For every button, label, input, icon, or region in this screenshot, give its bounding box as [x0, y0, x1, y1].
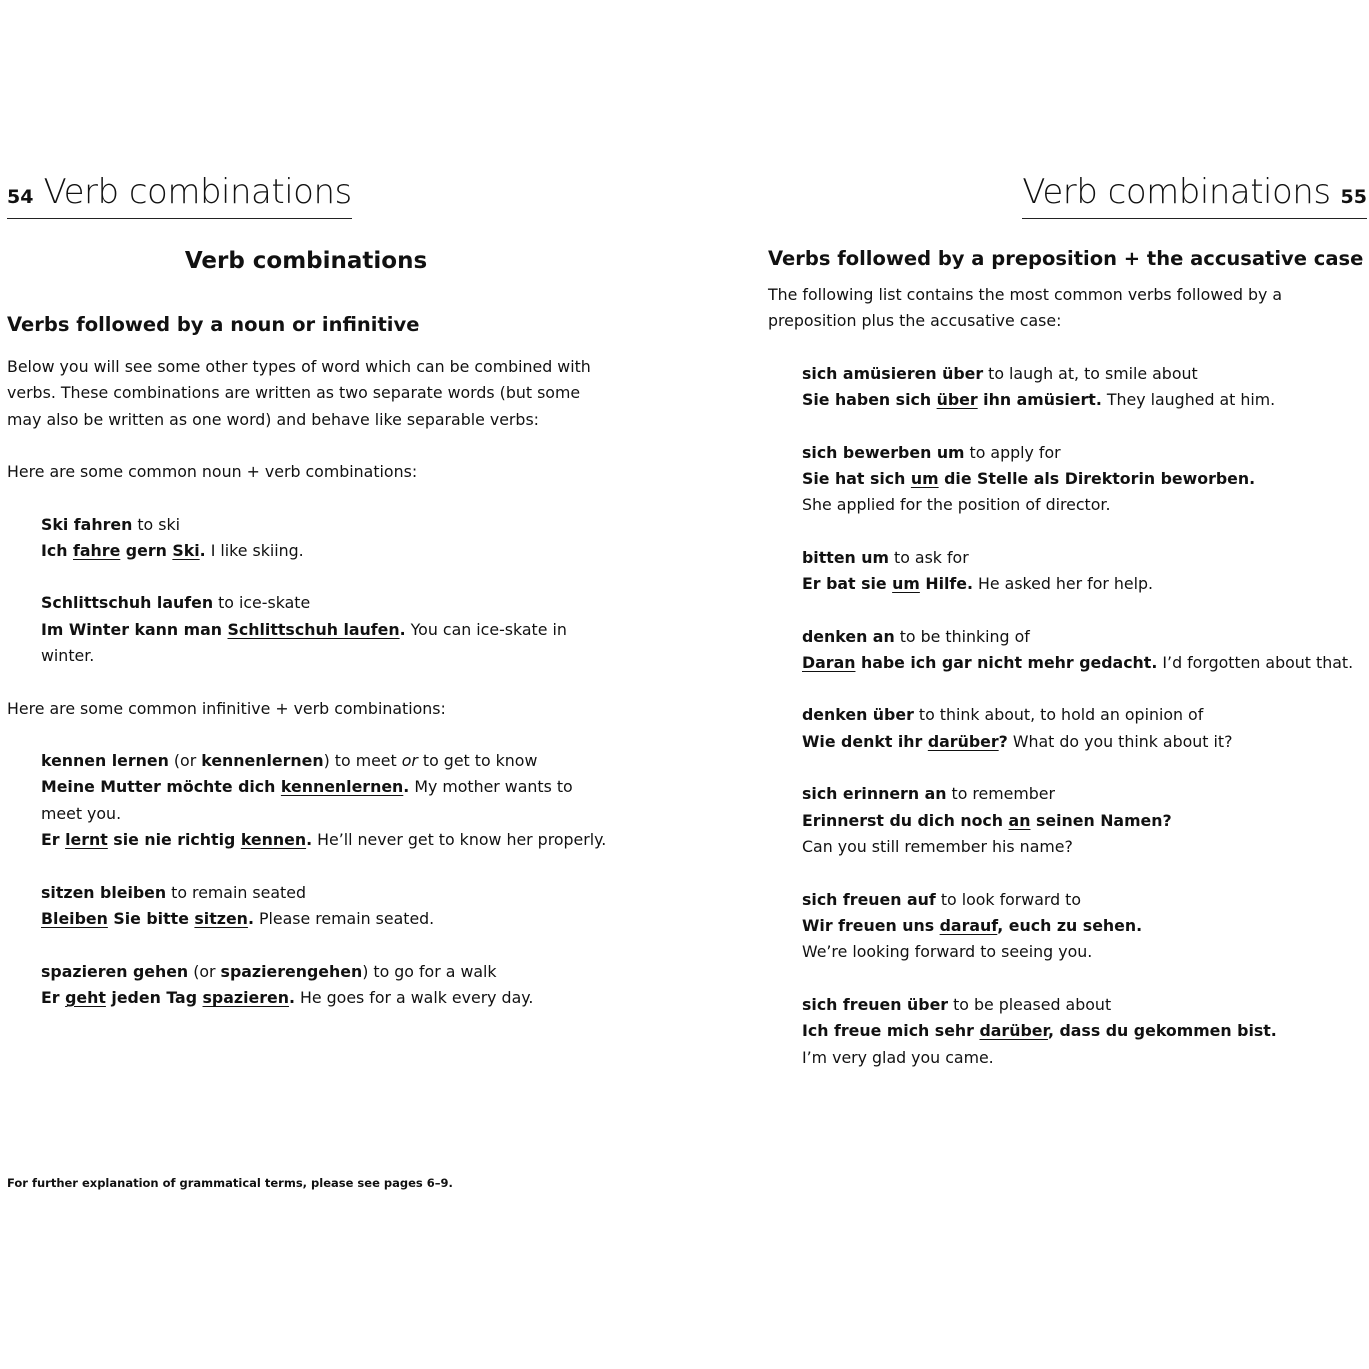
- example-sentence: Er geht jeden Tag spazieren.: [41, 987, 295, 1007]
- page-number-right: 55: [1340, 186, 1367, 208]
- entry-gloss: to apply for: [964, 442, 1061, 462]
- section-title-accusative: Verbs followed by a preposition + the accusative case: [768, 247, 1364, 270]
- entry-gloss: to laugh at, to smile about: [983, 363, 1198, 383]
- entry-headword: bitten um: [802, 547, 889, 567]
- entry-ski-fahren: [41, 512, 607, 565]
- running-head-left: [7, 172, 352, 219]
- entry-schlittschuh-laufen: [41, 590, 607, 669]
- infinitive-intro: Here are some common infinitive + verb combinations:: [7, 698, 446, 718]
- example-sentence: Bleiben Sie bitte sitzen.: [41, 909, 254, 929]
- entry-gloss: to ski: [132, 514, 180, 534]
- entry-gloss: to think about, to hold an opinion of: [913, 705, 1204, 725]
- example-translation: Please remain seated.: [253, 909, 435, 929]
- example-translation: Can you still remember his name?: [802, 837, 1073, 857]
- entry-gloss: to remember: [946, 784, 1056, 804]
- left-page: [0, 0, 684, 1369]
- entry-sich-bewerben-um: [802, 440, 1368, 519]
- entry-gloss: to be thinking of: [894, 626, 1030, 646]
- example-sentence: Sie hat sich um die Stelle als Direktorin beworben.: [802, 469, 1256, 489]
- entry-headword: denken über: [802, 705, 914, 725]
- example-sentence: Erinnerst du dich noch an seinen Namen?: [802, 810, 1172, 830]
- footer-note: For further explanation of grammatical terms, please see pages 6–9.: [7, 1176, 453, 1190]
- entry-gloss: to ice-skate: [213, 593, 311, 613]
- example-sentence: Er lernt sie nie richtig kennen.: [41, 830, 313, 850]
- example-translation: My mother wants to meet you.: [41, 777, 573, 823]
- right-page: [684, 0, 1369, 1369]
- entry-bitten-um: [802, 545, 1368, 598]
- entry-headword: denken an: [802, 626, 895, 646]
- entry-denken-ueber: [802, 702, 1368, 755]
- example-translation: We’re looking forward to seeing you.: [802, 942, 1093, 962]
- left-content: [7, 240, 607, 1037]
- entry-gloss: to look forward to: [935, 889, 1082, 909]
- example-translation: He goes for a walk every day.: [295, 987, 534, 1007]
- running-head-right: [1022, 172, 1367, 219]
- noun-intro: Here are some common noun + verb combinations:: [7, 462, 418, 482]
- entry-headword: sich bewerben um: [802, 442, 965, 462]
- entry-headword: sich amüsieren über: [802, 363, 984, 383]
- example-sentence: Daran habe ich gar nicht mehr gedacht.: [802, 653, 1158, 673]
- entry-headword: sich erinnern an: [802, 784, 947, 804]
- entry-headword: sich freuen über: [802, 994, 949, 1014]
- entry-sich-freuen-auf: [802, 887, 1368, 966]
- example-sentence: Wie denkt ihr darüber?: [802, 731, 1008, 751]
- example-translation: He’ll never get to know her properly.: [312, 830, 607, 850]
- entry-headword: spazieren gehen: [41, 961, 189, 981]
- example-sentence: Ich freue mich sehr darüber, dass du gekommen bist.: [802, 1021, 1277, 1041]
- example-translation: I’m very glad you came.: [802, 1047, 994, 1067]
- right-content: [768, 244, 1368, 1097]
- entry-gloss: to ask for: [889, 547, 969, 567]
- example-translation: He asked her for help.: [973, 574, 1154, 594]
- entry-sich-amuesieren-ueber: [802, 361, 1368, 414]
- example-translation: She applied for the position of director.: [802, 495, 1111, 515]
- accusative-intro: The following list contains the most common verbs followed by a preposition plus the accusative case:: [768, 285, 1283, 331]
- section-title-noun-infinitive: Verbs followed by a noun or infinitive: [7, 313, 420, 336]
- example-sentence: Ich fahre gern Ski.: [41, 541, 206, 561]
- example-sentence: Er bat sie um Hilfe.: [802, 574, 973, 594]
- entry-headword: Schlittschuh laufen: [41, 593, 214, 613]
- example-sentence: Im Winter kann man Schlittschuh laufen.: [41, 619, 406, 639]
- entry-headword: sich freuen auf: [802, 889, 936, 909]
- example-sentence: Wir freuen uns darauf, euch zu sehen.: [802, 915, 1143, 935]
- running-title-right: Verb combinations: [1022, 172, 1331, 212]
- example-sentence: Sie haben sich über ihn amüsiert.: [802, 390, 1102, 410]
- page-number-left: 54: [7, 186, 34, 208]
- example-translation: They laughed at him.: [1101, 390, 1276, 410]
- entry-sich-freuen-ueber: [802, 992, 1368, 1071]
- entry-spazieren-gehen: spazieren gehen (or spazierengehen) to go for a walk Er geht jeden Tag spazieren. He goes for a walk every day.: [41, 961, 534, 1007]
- example-translation: What do you think about it?: [1007, 731, 1233, 751]
- intro-paragraph: Below you will see some other types of word which can be combined with verbs. These combinations are written as two separate words (but some may also be written as one word) and behave like separable verbs:: [7, 357, 591, 429]
- entry-sich-erinnern-an: [802, 781, 1368, 860]
- main-title: Verb combinations: [184, 248, 428, 274]
- entry-kennen-lernen: kennen lernen (or kennenlernen) to meet or to get to know Meine Mutter möchte dich kennenlernen. My mother wants to meet you. Er lernt sie nie richtig kennen. He’ll never get to know her properly.: [41, 751, 607, 850]
- example-sentence: Meine Mutter möchte dich kennenlernen.: [41, 777, 410, 797]
- example-translation: I’d forgotten about that.: [1157, 653, 1354, 673]
- entry-denken-an: [802, 624, 1368, 677]
- running-title-left: Verb combinations: [43, 172, 352, 212]
- entry-gloss: to remain seated: [166, 882, 306, 902]
- example-translation: You can ice-skate in winter.: [41, 619, 567, 666]
- entry-sitzen-bleiben: [41, 880, 607, 933]
- entry-headword: Ski fahren: [41, 514, 133, 534]
- example-translation: I like skiing.: [205, 541, 304, 561]
- entry-headword: kennen lernen: [41, 751, 169, 771]
- entry-gloss: to be pleased about: [948, 994, 1112, 1014]
- entry-headword: sitzen bleiben: [41, 882, 167, 902]
